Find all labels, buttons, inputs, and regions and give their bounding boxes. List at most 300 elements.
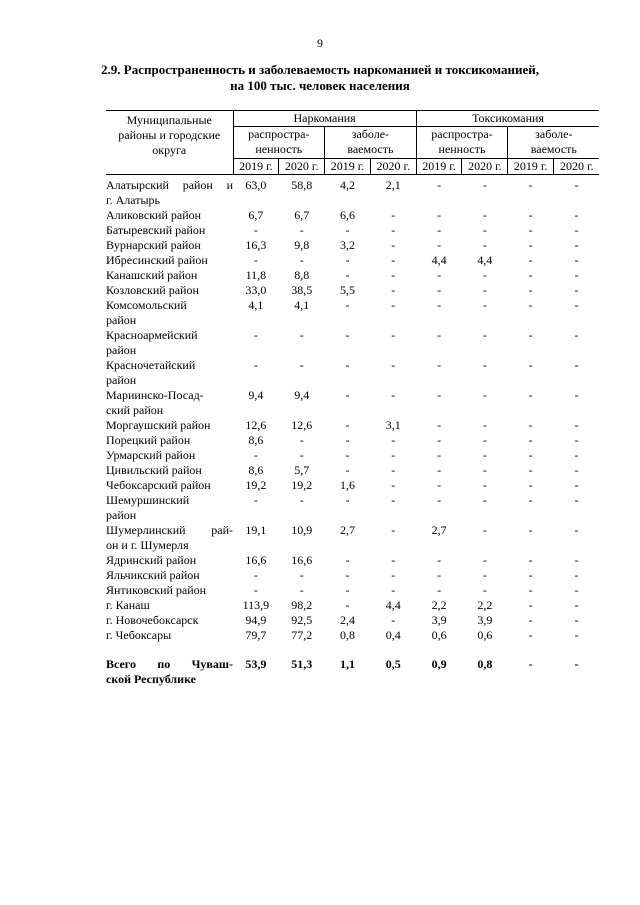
municipality-name-line-2: он и г. Шумерля [106, 537, 189, 552]
value-narc-inc-2019: - [345, 582, 350, 597]
value-narc-inc-2020: - [391, 477, 396, 492]
value-narc-prev-2019: 11,8 [245, 267, 267, 282]
value-tox-inc-2019: - [528, 222, 533, 237]
header-toxicomania: Токсикомания [416, 111, 599, 127]
header-year-2019: 2019 г. [416, 158, 462, 174]
value-narc-inc-2019: 5,5 [339, 282, 355, 297]
municipality-name-line-1: Чебоксарский район [106, 477, 211, 492]
value-tox-inc-2020: - [574, 567, 579, 582]
value-tox-inc-2020: - [574, 582, 579, 597]
municipality-name [106, 628, 233, 643]
value-tox-inc-2019: - [528, 522, 533, 537]
header-narcomania-incidence [325, 127, 417, 159]
value-narc-prev-2019: 8,6 [248, 462, 264, 477]
municipality-name-line-1: Янтиковский район [106, 582, 207, 597]
municipality-name-line-1: Ядринский район [106, 552, 197, 567]
value-narc-inc-2019: - [345, 447, 350, 462]
value-tox-inc-2019: - [528, 597, 533, 612]
value-tox-prev-2019: 2,7 [431, 522, 447, 537]
municipality-name-line-1: Яльчикский район [106, 567, 200, 582]
municipality-name [106, 553, 233, 568]
spacer-row [106, 643, 599, 657]
value-narc-prev-2020: 77,2 [291, 627, 313, 642]
value-narc-inc-2020: - [391, 582, 396, 597]
value-tox-prev-2020: 0,8 [477, 656, 493, 671]
header-sub-line-1: распростра- [248, 127, 310, 141]
value-tox-inc-2020: - [574, 327, 579, 342]
value-narc-inc-2019: - [345, 567, 350, 582]
table-row [106, 613, 599, 628]
value-narc-prev-2020: - [299, 432, 304, 447]
header-year-2019: 2019 г. [233, 158, 279, 174]
value-tox-prev-2019: - [437, 282, 442, 297]
value-narc-inc-2019: - [345, 387, 350, 402]
value-narc-prev-2020: - [299, 252, 304, 267]
value-tox-inc-2019: - [528, 387, 533, 402]
value-narc-prev-2020: - [299, 357, 304, 372]
value-narc-prev-2020: 58,8 [291, 177, 313, 192]
header-sub-line-1: заболе- [351, 127, 390, 141]
table-header [106, 111, 599, 175]
municipality-name [106, 253, 233, 268]
value-narc-prev-2019: 19,2 [245, 477, 267, 492]
value-narc-inc-2019: - [345, 297, 350, 312]
value-tox-prev-2019: - [437, 582, 442, 597]
header-sub-line-2: ненность [438, 142, 486, 156]
value-tox-inc-2019: - [528, 656, 533, 671]
value-tox-prev-2019: 2,2 [431, 597, 447, 612]
value-narc-inc-2020: 4,4 [385, 597, 401, 612]
header-municipality-line-3: округа [152, 143, 187, 157]
table-body [106, 174, 599, 687]
municipality-name-line-1: Шумерлинский рай- [106, 522, 233, 537]
header-sub-line-1: заболе- [535, 127, 573, 141]
municipality-name-line-2: ской Республике [106, 671, 197, 686]
value-tox-prev-2019: - [437, 222, 442, 237]
table-row [106, 493, 599, 523]
value-tox-inc-2020: - [574, 597, 579, 612]
value-narc-prev-2019: 16,6 [245, 552, 267, 567]
municipality-name-line-2: район [106, 342, 137, 357]
header-sub-line-1: распростра- [431, 127, 493, 141]
value-narc-prev-2020: 4,1 [294, 297, 310, 312]
value-tox-inc-2019: - [528, 297, 533, 312]
value-narc-prev-2020: - [299, 567, 304, 582]
value-tox-prev-2020: - [482, 357, 487, 372]
value-tox-prev-2020: - [482, 237, 487, 252]
value-tox-inc-2020: - [574, 297, 579, 312]
municipality-name-line-1: Шемуршинский [106, 492, 190, 507]
municipality-name [106, 388, 233, 418]
value-narc-inc-2019: - [345, 552, 350, 567]
table-row [106, 358, 599, 388]
value-narc-prev-2020: - [299, 327, 304, 342]
value-tox-inc-2019: - [528, 627, 533, 642]
value-tox-inc-2019: - [528, 327, 533, 342]
table-row [106, 628, 599, 643]
value-tox-inc-2020: - [574, 207, 579, 222]
value-tox-inc-2019: - [528, 267, 533, 282]
table-row [106, 253, 599, 268]
municipality-name-line-1: г. Чебоксары [106, 627, 172, 642]
municipality-name-line-1: Батыревский район [106, 222, 206, 237]
value-tox-prev-2019: - [437, 267, 442, 282]
value-narc-prev-2020: 5,7 [294, 462, 310, 477]
value-narc-inc-2019: - [345, 417, 350, 432]
header-year-2020: 2020 г. [279, 158, 325, 174]
value-narc-prev-2019: 113,9 [242, 597, 270, 612]
value-narc-prev-2019: 33,0 [245, 282, 267, 297]
header-sub-line-2: ненность [255, 142, 303, 156]
table-row [106, 568, 599, 583]
header-municipality-line-1: Муниципальные [126, 113, 212, 127]
municipality-name-line-1: Козловский район [106, 282, 199, 297]
value-tox-inc-2020: - [574, 612, 579, 627]
header-year-2019: 2019 г. [508, 158, 554, 174]
municipality-name-line-1: Урмарский район [106, 447, 196, 462]
value-tox-prev-2020: - [482, 207, 487, 222]
value-narc-inc-2020: - [391, 492, 396, 507]
value-narc-inc-2020: - [391, 252, 396, 267]
header-sub-line-2: ваемость [530, 142, 577, 156]
value-narc-inc-2020: - [391, 222, 396, 237]
value-narc-prev-2020: 9,8 [294, 237, 310, 252]
value-narc-inc-2019: - [345, 267, 350, 282]
table-row [106, 553, 599, 568]
value-narc-inc-2020: - [391, 282, 396, 297]
header-toxicomania-incidence [508, 127, 600, 159]
value-tox-inc-2019: - [528, 432, 533, 447]
value-narc-prev-2019: - [253, 582, 258, 597]
value-tox-inc-2020: - [574, 477, 579, 492]
value-narc-inc-2019: - [345, 327, 350, 342]
header-corner-spacer [106, 158, 233, 174]
value-tox-prev-2020: - [482, 567, 487, 582]
value-narc-prev-2019: 9,4 [248, 387, 264, 402]
value-narc-prev-2020: - [299, 492, 304, 507]
value-narc-inc-2019: 6,6 [339, 207, 355, 222]
value-tox-prev-2020: - [482, 522, 487, 537]
value-narc-inc-2019: - [345, 492, 350, 507]
value-tox-inc-2020: - [574, 387, 579, 402]
value-narc-prev-2020: - [299, 582, 304, 597]
header-narcomania: Наркомания [233, 111, 416, 127]
value-narc-prev-2020: 16,6 [291, 552, 313, 567]
municipality-name-line-1: Комсомольский [106, 297, 187, 312]
value-narc-prev-2019: 19,1 [245, 522, 267, 537]
value-tox-prev-2019: - [437, 447, 442, 462]
table-row [106, 448, 599, 463]
value-tox-prev-2019: - [437, 492, 442, 507]
value-tox-inc-2019: - [528, 282, 533, 297]
value-narc-inc-2020: - [391, 432, 396, 447]
municipality-name [106, 223, 233, 238]
value-tox-inc-2020: - [574, 432, 579, 447]
table-row [106, 174, 599, 208]
value-tox-inc-2020: - [574, 627, 579, 642]
value-tox-prev-2020: - [482, 267, 487, 282]
municipality-name-line-1: Алатырский район и [106, 177, 233, 192]
value-tox-prev-2019: 0,9 [431, 656, 447, 671]
table-row [106, 478, 599, 493]
value-tox-inc-2019: - [528, 552, 533, 567]
value-narc-inc-2020: 0,4 [385, 627, 401, 642]
value-narc-prev-2019: - [253, 222, 258, 237]
value-narc-prev-2020: 9,4 [294, 387, 310, 402]
value-narc-inc-2019: - [345, 597, 350, 612]
value-narc-inc-2019: - [345, 357, 350, 372]
header-municipality-line-2: районы и городские [118, 128, 221, 142]
municipality-name [106, 174, 233, 208]
value-narc-inc-2019: 2,7 [339, 522, 355, 537]
table-row [106, 583, 599, 598]
table-row [106, 268, 599, 283]
value-narc-prev-2020: 19,2 [291, 477, 313, 492]
value-tox-prev-2019: 0,6 [431, 627, 447, 642]
value-narc-inc-2020: - [391, 357, 396, 372]
value-narc-inc-2020: - [391, 207, 396, 222]
value-tox-prev-2019: 3,9 [431, 612, 447, 627]
value-narc-inc-2020: - [391, 552, 396, 567]
value-tox-prev-2020: - [482, 552, 487, 567]
value-tox-inc-2019: - [528, 207, 533, 222]
municipality-name [106, 613, 233, 628]
value-narc-prev-2020: 10,9 [291, 522, 313, 537]
municipality-name-line-1: Мариинско-Посад- [106, 387, 204, 402]
value-tox-inc-2019: - [528, 417, 533, 432]
value-narc-inc-2020: 3,1 [385, 417, 401, 432]
statistics-table [106, 110, 599, 687]
value-narc-prev-2020: - [299, 447, 304, 462]
value-narc-prev-2020: 12,6 [291, 417, 313, 432]
municipality-name-line-1: Порецкий район [106, 432, 191, 447]
value-tox-prev-2019: - [437, 477, 442, 492]
header-narcomania-prevalence [233, 127, 325, 159]
value-tox-inc-2020: - [574, 462, 579, 477]
value-tox-prev-2020: 3,9 [477, 612, 493, 627]
value-tox-prev-2019: - [437, 327, 442, 342]
table-row [106, 598, 599, 613]
value-narc-prev-2019: 79,7 [245, 627, 267, 642]
value-tox-prev-2020: 4,4 [477, 252, 493, 267]
value-narc-inc-2020: - [391, 462, 396, 477]
value-narc-inc-2020: - [391, 387, 396, 402]
value-narc-prev-2020: 8,8 [294, 267, 310, 282]
value-narc-prev-2019: 4,1 [248, 297, 264, 312]
value-tox-inc-2019: - [528, 492, 533, 507]
municipality-name-line-1: Канашский район [106, 267, 198, 282]
title-line-2: на 100 тыс. человек населения [230, 78, 410, 93]
value-narc-inc-2019: - [345, 462, 350, 477]
municipality-name-line-2: район [106, 507, 137, 522]
value-tox-inc-2020: - [574, 267, 579, 282]
municipality-name-line-1: Красноармейский [106, 327, 198, 342]
municipality-name [106, 568, 233, 583]
value-tox-prev-2020: - [482, 387, 487, 402]
value-narc-inc-2020: - [391, 522, 396, 537]
value-tox-inc-2019: - [528, 567, 533, 582]
value-tox-prev-2020: - [482, 432, 487, 447]
value-narc-prev-2019: 94,9 [245, 612, 267, 627]
value-narc-inc-2019: - [345, 432, 350, 447]
spacer-cell [106, 643, 599, 657]
municipality-name [106, 493, 233, 523]
value-tox-inc-2019: - [528, 447, 533, 462]
value-tox-prev-2019: - [437, 357, 442, 372]
municipality-name-line-1: Всего по Чуваш- [106, 656, 233, 671]
value-narc-inc-2019: 4,2 [339, 177, 355, 192]
header-sub-line-2: ваемость [347, 142, 394, 156]
value-tox-inc-2019: - [528, 357, 533, 372]
value-tox-inc-2019: - [528, 177, 533, 192]
value-narc-prev-2019: - [253, 492, 258, 507]
value-narc-inc-2020: - [391, 327, 396, 342]
value-tox-prev-2019: - [437, 417, 442, 432]
value-tox-prev-2020: - [482, 462, 487, 477]
value-narc-inc-2019: 0,8 [339, 627, 355, 642]
value-narc-inc-2019: 3,2 [339, 237, 355, 252]
value-tox-inc-2020: - [574, 447, 579, 462]
municipality-name-line-2: район [106, 372, 137, 387]
value-narc-prev-2019: 16,3 [245, 237, 267, 252]
municipality-name [106, 448, 233, 463]
municipality-name [106, 478, 233, 493]
value-tox-prev-2019: 4,4 [431, 252, 447, 267]
value-narc-prev-2019: - [253, 357, 258, 372]
municipality-name [106, 418, 233, 433]
value-narc-prev-2020: - [299, 222, 304, 237]
value-narc-inc-2020: 2,1 [385, 177, 401, 192]
value-narc-inc-2020: - [391, 267, 396, 282]
header-toxicomania-prevalence [416, 127, 508, 159]
table-row [106, 223, 599, 238]
value-narc-inc-2019: - [345, 252, 350, 267]
municipality-name-line-2: г. Алатырь [106, 192, 161, 207]
value-narc-inc-2019: 1,1 [339, 656, 355, 671]
value-tox-prev-2019: - [437, 297, 442, 312]
table-row [106, 328, 599, 358]
value-tox-prev-2019: - [437, 567, 442, 582]
value-narc-prev-2019: - [253, 252, 258, 267]
value-narc-inc-2019: 2,4 [339, 612, 355, 627]
value-tox-prev-2020: - [482, 417, 487, 432]
value-narc-inc-2020: - [391, 237, 396, 252]
value-tox-inc-2020: - [574, 492, 579, 507]
municipality-name-line-2: ский район [106, 402, 164, 417]
value-tox-prev-2019: - [437, 432, 442, 447]
page-title [60, 62, 580, 94]
municipality-name [106, 463, 233, 478]
header-year-2020: 2020 г. [554, 158, 600, 174]
value-narc-prev-2020: 38,5 [291, 282, 313, 297]
value-tox-inc-2020: - [574, 656, 579, 671]
table-row [106, 238, 599, 253]
municipality-name-line-1: г. Новочебоксарск [106, 612, 199, 627]
total-row [106, 657, 599, 687]
value-narc-inc-2020: - [391, 612, 396, 627]
municipality-name-line-1: г. Канаш [106, 597, 150, 612]
municipality-name [106, 328, 233, 358]
municipality-name-line-1: Вурнарский район [106, 237, 201, 252]
municipality-name [106, 523, 233, 553]
value-tox-inc-2019: - [528, 477, 533, 492]
municipality-name [106, 598, 233, 613]
header-year-2020: 2020 г. [370, 158, 416, 174]
municipality-name-line-1: Ибресинский район [106, 252, 208, 267]
value-tox-inc-2019: - [528, 237, 533, 252]
table-row [106, 283, 599, 298]
value-tox-inc-2020: - [574, 357, 579, 372]
municipality-name [106, 657, 233, 687]
value-narc-prev-2020: 92,5 [291, 612, 313, 627]
municipality-name [106, 208, 233, 223]
value-tox-inc-2020: - [574, 522, 579, 537]
value-tox-inc-2019: - [528, 462, 533, 477]
page-number: 9 [317, 36, 323, 50]
value-tox-prev-2020: - [482, 477, 487, 492]
value-tox-prev-2020: - [482, 222, 487, 237]
value-tox-inc-2019: - [528, 612, 533, 627]
municipality-name [106, 298, 233, 328]
value-tox-prev-2019: - [437, 177, 442, 192]
table-row [106, 523, 599, 553]
municipality-name-line-1: Аликовский район [106, 207, 202, 222]
value-narc-inc-2019: - [345, 222, 350, 237]
value-tox-inc-2020: - [574, 237, 579, 252]
value-tox-prev-2020: - [482, 582, 487, 597]
value-narc-prev-2020: 51,3 [291, 656, 313, 671]
value-tox-prev-2019: - [437, 237, 442, 252]
value-narc-prev-2019: 53,9 [245, 656, 267, 671]
value-narc-prev-2019: 6,7 [248, 207, 264, 222]
value-narc-prev-2020: 98,2 [291, 597, 313, 612]
value-tox-prev-2020: 0,6 [477, 627, 493, 642]
municipality-name [106, 583, 233, 598]
value-tox-prev-2020: - [482, 297, 487, 312]
value-narc-inc-2019: 1,6 [339, 477, 355, 492]
value-narc-prev-2020: 6,7 [294, 207, 310, 222]
value-narc-prev-2019: - [253, 447, 258, 462]
value-narc-prev-2019: - [253, 567, 258, 582]
value-tox-inc-2020: - [574, 252, 579, 267]
municipality-name-line-1: Моргаушский район [106, 417, 211, 432]
value-tox-inc-2019: - [528, 252, 533, 267]
value-tox-inc-2019: - [528, 582, 533, 597]
value-narc-inc-2020: - [391, 567, 396, 582]
value-narc-inc-2020: 0,5 [385, 656, 401, 671]
value-tox-prev-2020: - [482, 447, 487, 462]
header-year-2020: 2020 г. [462, 158, 508, 174]
value-tox-prev-2020: - [482, 492, 487, 507]
table-row [106, 298, 599, 328]
municipality-name [106, 283, 233, 298]
table-row [106, 463, 599, 478]
value-tox-prev-2020: - [482, 327, 487, 342]
value-tox-inc-2020: - [574, 222, 579, 237]
municipality-name [106, 238, 233, 253]
value-tox-inc-2020: - [574, 282, 579, 297]
value-tox-prev-2020: - [482, 177, 487, 192]
value-narc-inc-2020: - [391, 297, 396, 312]
value-tox-prev-2020: 2,2 [477, 597, 493, 612]
value-tox-prev-2019: - [437, 552, 442, 567]
municipality-name-line-1: Цивильский район [106, 462, 202, 477]
value-tox-prev-2020: - [482, 282, 487, 297]
value-narc-prev-2019: 12,6 [245, 417, 267, 432]
value-tox-inc-2020: - [574, 417, 579, 432]
municipality-name-line-2: район [106, 312, 137, 327]
value-tox-prev-2019: - [437, 207, 442, 222]
